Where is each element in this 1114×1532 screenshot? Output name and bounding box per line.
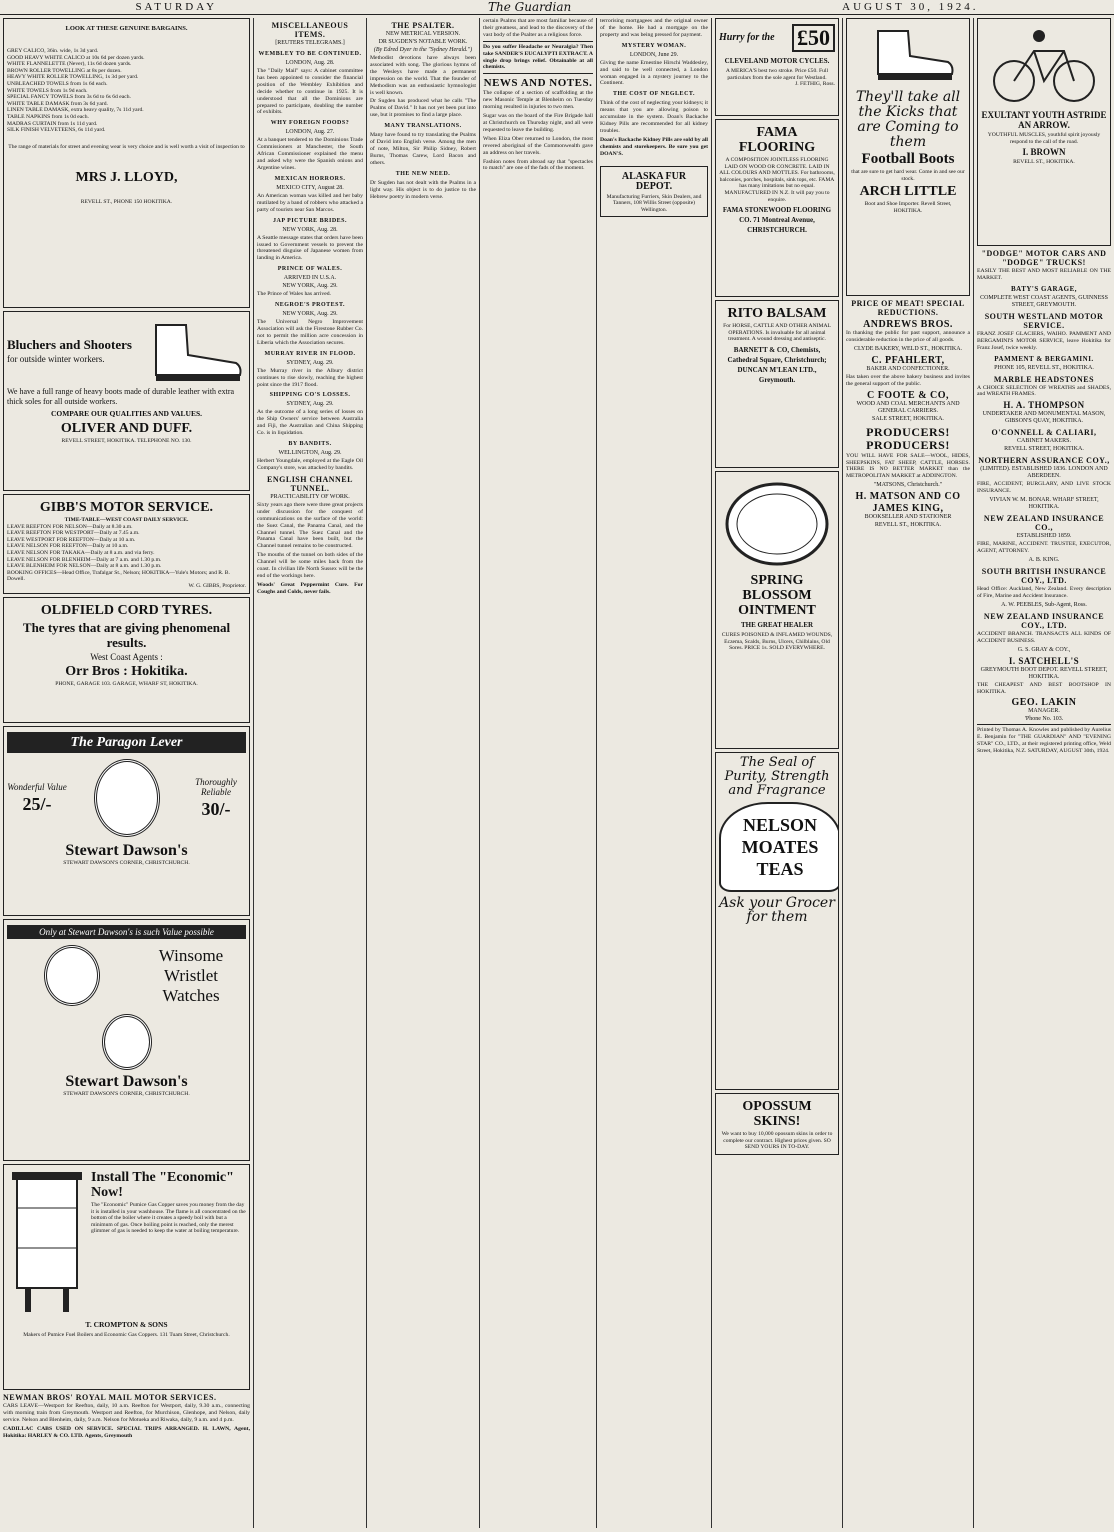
headline: MISCELLANEOUS ITEMS.: [271, 21, 349, 39]
column-rule: [253, 18, 254, 1528]
headline: C. PFAHLERT,: [871, 354, 945, 366]
article-body: The Murray river in the Albury district continues to rise slowly, reaching the highest point since the 1917 flood.: [257, 367, 363, 388]
subhead: (LIMITED). ESTABLISHED 1836. LONDON AND ABERDEEN.: [980, 466, 1108, 480]
nelson-title: The Seal of Purity, Strength and Fragrance: [724, 755, 830, 798]
article-body: FRANZ JOSEF GLACIERS, WAIHO. PAMMENT AND BERGAMINI'S MOTOR SERVICE, leave Hokitika for Franz Josef, twice weekly.: [977, 330, 1111, 351]
headline: MEXICAN HORRORS.: [274, 175, 346, 182]
headline: O'CONNELL & CALIARI,: [991, 428, 1097, 438]
spring-title: SPRING BLOSSOM OINTMENT: [738, 573, 816, 618]
article-body: A Seattle message states that orders have been issued to Government vessels to prevent the threatened disguise of Japanese women from landing in America.: [257, 234, 363, 262]
article-body: THE CHEAPEST AND BEST BOOTSHOP IN HOKITIKA.: [977, 681, 1111, 695]
wristlet-addr: STEWART DAWSON'S CORNER, CHRISTCHURCH.: [63, 1091, 190, 1097]
subhead: ARRIVED IN U.S.A.: [283, 275, 337, 282]
wristlet-name: Stewart Dawson's: [65, 1073, 188, 1090]
boot-icon: [146, 315, 246, 385]
column-rule: [842, 18, 843, 1528]
column-rule: [479, 18, 480, 1528]
headline: MYSTERY WOMAN.: [621, 42, 687, 49]
article-body: The Universal Negro Improvement Association will ask the Firestone Rubber Co. not to permit the million acre concession in Liberia which the Association secures.: [257, 319, 363, 346]
subhead: BAKER AND CONFECTIONER.: [866, 365, 950, 372]
list-item: WHITE FLANNELETTE (Never), 11s 6d dozen yards.: [7, 61, 132, 68]
advert-line: Woods' Great Peppermint Cure. For Coughs and Colds, never fails.: [257, 581, 363, 595]
headline: SOUTH WESTLAND MOTOR SERVICE.: [984, 311, 1104, 330]
economic-title: Install The "Economic" Now!: [91, 1170, 234, 1200]
gibbs-line: LEAVE NELSON FOR REEFTON—Daily at 10 a.m.: [7, 543, 129, 550]
fama-body: A COMPOSITION JOINTLESS FLOORING LAID ON WOOD OR CONCRETE. LAID IN ALL COLOURS AND MOTTLES. For bathrooms, balconies, porches, hospitals, sink tops, etc. FAMA has many imitations but no equal. MANUFACTURED IN N.Z. It will pay you to enquire.: [719, 157, 835, 203]
lloyd-name: MRS J. LLOYD,: [75, 170, 178, 186]
headline: SOUTH BRITISH INSURANCE COY., LTD.: [981, 566, 1107, 585]
gibbs-ad: [3, 494, 250, 594]
sanders-advert: Do you suffer Headache or Neuralgia? Then take SANDER'S EUCALYPTI EXTRACT. A single drop brings relief. Obtainable at all chemists.: [483, 41, 593, 75]
subhead: BOOKSELLER AND STATIONER: [864, 514, 952, 521]
gibbs-sub: TIME-TABLE—WEST COAST DAILY SERVICE.: [64, 517, 189, 523]
headline: WEMBLEY TO BE CONTINUED.: [258, 51, 362, 57]
oldfield-addr: PHONE, GARAGE 103. GARAGE, WHARF ST, HOKITIKA.: [55, 681, 198, 687]
subhead: GREYMOUTH BOOT DEPOT. REVELL STREET, HOKITIKA.: [980, 666, 1108, 680]
headline: BY BANDITS.: [288, 441, 332, 448]
article-body: A CHOICE SELECTION OF WREATHS and SHADES, and WREATH FRAMES.: [977, 384, 1111, 398]
alaska-sub: Manufacturing Furriers, Skin Dealers, and Tanners, 108 Willis Street (opposite) Wellington.: [606, 193, 702, 213]
oldfield-title: OLDFIELD CORD TYRES.: [40, 603, 213, 618]
subhead: PRACTICABILITY OF WORK.: [270, 493, 350, 500]
lloyd-note: The range of materials for street and evening wear is very choice and is well worth a visit of inspection to: [8, 143, 245, 150]
alaska-ad: [600, 166, 708, 218]
column-6: [715, 18, 839, 1528]
economic-maker: T. CROMPTON & SONS: [85, 1320, 168, 1329]
article-body: FIRE, ACCIDENT, BURGLARY, AND LIVE STOCK INSURANCE.: [977, 481, 1111, 495]
article-body: At a banquet tendered to the Dominions Trade Commissioners at Manchester, the South African Commissioner explained the menu and asked why were the Spanish onions and Argentine wines.: [257, 137, 363, 171]
spring-body: CURES POISONED & INFLAMED WOUNDS, Eczema, Scalds, Burns, Ulcers, Chilblains, Old Sores. PRICE 1s. SOLD EVERYWHERE.: [721, 632, 833, 652]
dateline: LONDON, Aug. 27.: [285, 129, 335, 136]
paragon-ad: [3, 726, 250, 916]
article-body: The mouths of the tunnel on both sides of the Channel will be some miles back from the coast. In civilian life North Sussex will be the end of the workings here.: [257, 552, 363, 579]
headline: ANDREWS BROS.: [863, 319, 953, 330]
gibbs-line: LEAVE NELSON FOR TAKAKA—Daily at 8 a.m. and via ferry.: [7, 549, 155, 556]
headline: WHY FOREIGN FOODS?: [270, 120, 350, 127]
paragon-price-2: 30/-: [201, 799, 231, 819]
cleveland-body: A MERICA'S best two stroke. Price £50. Full particulars from the sole agent for Westland.: [725, 68, 829, 81]
headline: PAMMENT & BERGAMINI.: [994, 354, 1094, 363]
newman-body: CARS LEAVE—Westport for Reefton, daily, 10 a.m. Reefton for Westport, daily, 9.30 a.m., connecting with morning train from Greymouth. Westport and Reefton, for Murchison, Glenhope, and Nelson, daily service. Nelson and Blenheim, daily, 9 a.m. Nelson for Motueka and Riwaka, daily, 9 a.m. and 4 p.m.: [3, 1403, 250, 1423]
article-body: certain Psalms that are most familiar because of their greatness, and lead to the discovery of the vast body of the Psalter as a religious force.: [483, 18, 593, 38]
headline: NEWS AND NOTES.: [483, 77, 593, 90]
agent: VIVIAN W. M. BONAR. WHARF STREET, HOKITIKA.: [989, 497, 1099, 511]
article-body: Herbert Youngdale, employed at the Eagle Oil Company's store, was attacked by bandits.: [257, 458, 363, 471]
headline: I. SATCHELL'S: [1008, 655, 1080, 666]
dateline: NEW YORK, Aug. 28.: [282, 226, 338, 233]
kicks-name: ARCH LITTLE: [859, 184, 957, 200]
subhead: NEW METRICAL VERSION.: [385, 31, 461, 37]
article-body: terrorising mortgagees and the original owner of the home. He had a mortgage on the property and was being pressed for payment.: [600, 18, 708, 38]
oldfield-body: The tyres that are giving phenomenal results.: [22, 620, 231, 650]
list-item: LINEN TABLE DAMASK, extra heavy quality, 7s 11d yard.: [7, 107, 144, 114]
article-body: Many have found to try translating the Psalms of David into English verse. Among the men of note, Milton, Sir Philip Sidney, Robert Burns, Thomas Carew, Lord Bacon and others.: [370, 132, 476, 166]
column-rule: [973, 18, 974, 1528]
telegrams: "MATSONS, Christchurch.": [873, 482, 943, 489]
article-body: Think of the cost of neglecting your kidneys; it means that you are allowing poison to accumulate in the system. Doan's Backache Kidney Pills are recommended for all kidney troubles.: [600, 100, 708, 134]
paragon-title: The Paragon Lever: [7, 732, 246, 753]
newman-notice: [3, 1393, 250, 1440]
arrow-title: EXULTANT YOUTH ASTRIDE AN ARROW.: [981, 110, 1107, 130]
lloyd-title: LOOK AT THESE GENUINE BARGAINS.: [65, 25, 188, 32]
economic-ad: [3, 1164, 250, 1390]
column-1: [3, 18, 250, 1528]
gibbs-line: LEAVE WESTPORT FOR REEFTON—Daily at 10 a.m.: [7, 536, 136, 543]
headline: H. MATSON AND CO: [855, 491, 961, 503]
column-8: [977, 18, 1111, 1528]
article-body: FIRE, MARINE, ACCIDENT. TRUSTEE, EXECUTOR, AGENT, ATTORNEY.: [977, 541, 1111, 555]
arrow-bicycle-ad: [977, 18, 1111, 246]
masthead-day: SATURDAY: [135, 1, 218, 13]
headline: THE PSALTER.: [391, 21, 455, 30]
oldfield-agents: West Coast Agents :: [90, 652, 163, 662]
address: UNDERTAKER AND MONUMENTAL MASON, GIBSON'S QUAY, HOKITIKA.: [982, 411, 1106, 425]
headline: THE COST OF NEGLECT.: [613, 91, 695, 98]
spring-blossom-ad: [715, 471, 839, 749]
opossum-ad: [715, 1093, 839, 1155]
dateline: WELLINGTON, Aug. 29.: [278, 450, 342, 457]
economic-body: The "Economic" Pumice Gas Copper saves you money from the day it is installed in your washhouse. The flame is all concentrated on the bottom of the boiler where it creates a speedy boil with but a minimum of gas. Once boiling point is reached, only the merest glimmer of gas is needed to keep the water at boiling temperature.: [91, 1202, 246, 1235]
football-boot-icon: [858, 26, 958, 86]
headline: ENGLISH CHANNEL TUNNEL.: [267, 474, 353, 493]
duff-headline: Bluchers and Shooters: [7, 336, 132, 352]
address: REVELL ST., HOKITIKA.: [874, 522, 942, 529]
headline: NEW ZEALAND INSURANCE COY., LTD.: [983, 611, 1105, 630]
paragon-left: Wonderful Value: [7, 782, 67, 792]
arrow-addr: REVELL ST., HOKITIKA.: [1013, 159, 1075, 166]
article-body: Dr Sugden has not dealt with the Psalms in a light way. His object is to do justice to the Hebrew poetry in modern verse.: [370, 179, 476, 200]
list-item: HEAVY WHITE ROLLER TOWELLING, 1s 3d per yard.: [7, 74, 139, 81]
gibbs-line: LEAVE REEFTON FOR WESTPORT—Daily at 7.45 a.m.: [7, 530, 140, 537]
subhead: ESTABLISHED 1859.: [1016, 533, 1072, 540]
duff-cta: COMPARE OUR QUALITIES AND VALUES.: [50, 409, 203, 418]
article-body: As the outcome of a long series of losses on the Ship Owners' service between Australia and Fiji, the Australian and China Shipping Co. is in liquidation.: [257, 409, 363, 437]
article-body: Methodist devotions have always been associated with song. The glorious hymns of the Wesleys have made a permanent impression on the world. That the founder of Methodism was an enthusiastic hymnologist is well known.: [370, 55, 476, 96]
rito-title: RITO BALSAM: [727, 306, 827, 321]
list-item: TABLE NAPKINS from 1s 0d each.: [7, 113, 89, 120]
column-rule: [711, 18, 712, 1528]
nelson-cta: Ask your Grocer for them: [719, 895, 835, 925]
paragon-right: Thoroughly Reliable: [195, 777, 237, 797]
headline: BATY'S GARAGE,: [1011, 284, 1077, 293]
column-2: [257, 18, 363, 1528]
dateline: MEXICO CITY, August 28.: [276, 184, 344, 191]
dateline: LONDON, June 29.: [629, 51, 679, 58]
lloyd-ad: [3, 18, 250, 308]
headline: PRICE OF MEAT! SPECIAL REDUCTIONS.: [851, 299, 965, 317]
headline: PRINCE OF WALES.: [277, 266, 343, 273]
kicks-addr: Boot and Shoe Importer. Revell Street, HOKITIKA.: [864, 201, 952, 214]
headline: MANY TRANSLATIONS.: [384, 123, 462, 130]
subhead: [REUTERS TELEGRAMS.]: [275, 40, 345, 46]
cleveland-ad: [715, 18, 839, 116]
list-item: GREY CALICO, 36in. wide, 1s 3d yard.: [7, 48, 99, 54]
duff-name: OLIVER AND DUFF.: [60, 421, 193, 436]
address: CLYDE BAKERY, WELD ST., HOKITIKA.: [853, 345, 963, 352]
lloyd-list: [7, 48, 246, 134]
opossum-body: We want to buy 10,000 opossum skins in order to complete our contract. Highest prices given. SO SEND YOURS IN TO-DAY.: [721, 1131, 833, 1151]
article-body: Giving the name Ernestine Hirschi Waddesley, and said to be well connected, a London woman engaged in a mystery journey to the Continent.: [600, 59, 708, 87]
list-item: WHITE TOWELS from 1s 9d each.: [7, 87, 88, 94]
headline: PRODUCERS! PRODUCERS!: [866, 424, 950, 452]
economic-addr: Makers of Pumice Fuel Boilers and Economic Gas Coppers. 131 Tuam Street, Christchurch.: [23, 1332, 230, 1338]
column-5: [600, 18, 708, 1528]
dateline: SYDNEY, Aug. 29.: [286, 401, 334, 408]
kicks-body: that are sure to get hard wear. Come in and see our stock.: [851, 169, 965, 182]
list-item: GOOD HEAVY WHITE CALICO at 10s 6d per dozen yards.: [7, 54, 145, 61]
wristlet-ad: [3, 919, 250, 1161]
phone: 'Phone No. 103.: [1024, 716, 1064, 723]
column-rule: [596, 18, 597, 1528]
address: REVELL STREET, HOKITIKA.: [1004, 446, 1084, 453]
wristwatch-icon: [102, 1014, 152, 1070]
byline: (By Edred Dyer in the "Sydney Herald."): [373, 47, 473, 53]
duff-body: We have a full range of heavy boots made of durable leather with extra thick soles for all outside workers.: [7, 387, 235, 406]
gibbs-sig: W. G. GIBBS, Proprietor.: [188, 582, 246, 589]
rito-sig: BARNETT & CO, Chemists, Cathedral Square, Christchurch; DUNCAN M'LEAN LTD., Greymouth.: [727, 345, 827, 384]
subhead: CABINET MAKERS.: [1017, 438, 1071, 445]
cleveland-title: CLEVELAND MOTOR CYCLES.: [724, 57, 830, 65]
oldfield-name: Orr Bros : Hokitika.: [65, 664, 188, 679]
football-boots-ad: [846, 18, 970, 296]
article-body: ACCIDENT BRANCH. TRANSACTS ALL KINDS OF ACCIDENT BUSINESS.: [977, 630, 1111, 644]
list-item: MADRAS CURTAIN from 1s 11d yard.: [7, 120, 98, 127]
newman-title: NEWMAN BROS' ROYAL MAIL MOTOR SERVICES.: [3, 1393, 217, 1402]
headline: "DODGE" MOTOR CARS AND "DODGE" TRUCKS!: [981, 249, 1107, 267]
article-body: Sixty years ago there were three great projects under discussion for the conquest of communications on the surface of the world: the Suez Canal, the Panama Canal, and the Channel tunnel. The Suez Canal and the Panama Canal have been built, but the Channel tunnel remains to be constructed.: [257, 501, 363, 550]
nelson-brand: NELSON MOATES TEAS: [741, 815, 819, 879]
duff-ad: [3, 311, 250, 491]
article-body: YOU WILL HAVE FOR SALE—WOOL, HIDES, SHEEPSKINS, FAT SHEEP, CATTLE, HORSES. THERE IS NO BETTER MARKET than the METROPOLITAN MARKET at ADDINGTON.: [846, 452, 970, 480]
spring-sub: THE GREAT HEALER: [740, 621, 814, 629]
alaska-title: ALASKA FUR DEPOT.: [621, 170, 687, 192]
address: PHONE 105, REVELL ST., HOKITIKA.: [994, 364, 1094, 371]
paragon-name: Stewart Dawson's: [65, 842, 188, 859]
subhead: WOOD AND COAL MERCHANTS AND GENERAL CARRIERS.: [856, 400, 960, 414]
agent: A. W. PEEBLES, Sub-Agent, Ross.: [1001, 601, 1087, 608]
masthead-paper: The Guardian: [487, 0, 572, 14]
gibbs-line: LEAVE NELSON FOR BLENHEIM—Daily at 7 a.m. and 1.30 p.m.: [7, 556, 162, 563]
headline: GEO. LAKIN: [1011, 697, 1077, 709]
rito-body: For HORSE, CATTLE AND OTHER ANIMAL OPERATIONS. Is invaluable for all animal treatment. A wound dressing and antiseptic.: [723, 323, 831, 343]
article-body: When Eliza Ober returned to London, the most revered aboriginal of the Commonwealth gave an address on her travels.: [483, 135, 593, 156]
ointment-tin-icon: [722, 479, 832, 569]
wristwatch-icon: [44, 945, 100, 1006]
bicycle-icon: [989, 26, 1099, 106]
column-7: [846, 18, 970, 1528]
article-body: The collapse of a section of scaffolding at the new Masonic Temple at Blenheim on Tuesday morning resulted in injuries to two men.: [483, 90, 593, 111]
subhead: DR SUGDEN'S NOTABLE WORK.: [378, 39, 468, 45]
opossum-title: OPOSSUM SKINS!: [742, 1099, 812, 1129]
article-body: An American woman was killed and her baby mutilated by a band of robbers who attacked a party of tourists near San Marcos.: [257, 192, 363, 213]
wristlet-top: Only at Stewart Dawson's is such Value possible: [7, 925, 246, 939]
newman-foot: CADILLAC CABS USED ON SERVICE. SPECIAL TRIPS ARRANGED. H. LAWN, Agent, Hokitika: HARLEY & CO. LTD. Agents, Greymouth: [3, 1425, 250, 1439]
arrow-name: I. BROWN: [1022, 147, 1066, 158]
nelson-moates-ad: [715, 752, 839, 1090]
agent: A. B. KING.: [1028, 556, 1060, 563]
masthead-date: AUGUST 30, 1924.: [842, 1, 979, 13]
gibbs-line: LEAVE BLENHEIM FOR NELSON—Daily at 8 a.m. and 1.30 p.m.: [7, 563, 162, 570]
column-rule: [366, 18, 367, 1528]
list-item: SILK FINISH VELVETEENS, 6s 11d yard.: [7, 127, 106, 134]
column-4: [483, 18, 593, 1528]
list-item: SPECIAL FANCY TOWELS from 3s 6d to 6s 6d each.: [7, 94, 131, 101]
paragon-addr: STEWART DAWSON'S CORNER, CHRISTCHURCH.: [63, 860, 190, 866]
subhead: MANAGER.: [1028, 708, 1060, 715]
gas-copper-icon: [7, 1168, 87, 1318]
rito-ad: [715, 300, 839, 468]
article-body: Doan's Backache Kidney Pills are sold by all chemists and storekeepers. Be sure you get DOAN'S.: [600, 136, 708, 157]
fama-sig: FAMA STONEWOOD FLOORING CO. 71 Montreal Avenue, CHRISTCHURCH.: [722, 206, 832, 235]
list-item: UNBLEACHED TOWELS from 1s 6d each.: [7, 80, 108, 87]
dateline: LONDON, Aug. 28.: [285, 60, 335, 66]
oldfield-ad: [3, 597, 250, 723]
wristlet-title: Winsome Wristlet Watches: [158, 945, 224, 1005]
kicks-sub: Football Boots: [861, 151, 955, 167]
duff-addr: REVELL STREET, HOKITIKA. TELEPHONE NO. 130.: [61, 438, 192, 444]
article-body: Fashion notes from abroad say that "spectacles to match" are one of the fads of the moment.: [483, 158, 593, 172]
fama-ad: [715, 119, 839, 297]
headline: H. A. THOMPSON: [1003, 400, 1085, 411]
article-body: Has taken over the above bakery business and invites the general support of the public.: [846, 373, 970, 387]
address: SALE STREET, HOKITIKA.: [872, 415, 944, 422]
article-body: The "Daily Mail" says: A cabinet committee has been appointed to consider the financial position of the Wembley Exhibition and decide whether to continue in 1925. It is understood that all the Dominions are prepared to participate, doubling the number of exhibits.: [257, 68, 363, 116]
lloyd-addr: REVELL ST., PHONE 150 HOKITIKA.: [80, 199, 173, 206]
masthead: [0, 0, 1114, 15]
list-item: BROWN ROLLER TOWELLING at 8s per dozen.: [7, 67, 122, 74]
gibbs-line: BOOKING OFFICES—Head Office, Trafalgar St., Nelson; HOKITIKA—Yule's Motors; and R. B. Dowell.: [7, 569, 230, 583]
fama-title: FAMA FLOORING: [738, 125, 816, 155]
headline: NEW ZEALAND INSURANCE CO.,: [983, 514, 1105, 533]
headline: THE NEW NEED.: [395, 170, 451, 177]
headline: C FOOTE & CO,: [866, 389, 950, 401]
article-body: Sugar was on the board of the Fire Brigade hall at Christchurch on Thursday night, and all were requested to leave the building.: [483, 113, 593, 133]
dateline: NEW YORK, Aug. 29.: [282, 283, 338, 290]
list-item: WHITE TABLE DAMASK from 3s 6d yard.: [7, 100, 108, 107]
headline: MURRAY RIVER IN FLOOD.: [264, 350, 356, 357]
dateline: NEW YORK, Aug. 29.: [282, 311, 338, 318]
gibbs-line: LEAVE REEFTON FOR NELSON—Daily at 8.30 a.m.: [7, 523, 133, 530]
duff-subline: for outside winter workers.: [7, 353, 105, 364]
column-3: [370, 18, 476, 1528]
dateline: SYDNEY, Aug. 29.: [286, 359, 334, 366]
pocket-watch-icon: [94, 759, 160, 837]
arrow-body: YOUTHFUL MUSCLES, youthful spirit joyously respond to the call of the road.: [987, 132, 1101, 145]
article-body: In thanking the public for past support, announce a considerable reduction in the price of all goods.: [846, 330, 970, 343]
address: COMPLETE WEST COAST AGENTS, GUINNESS STREET, GREYMOUTH.: [980, 294, 1108, 308]
gibbs-title: GIBB'S MOTOR SERVICE.: [39, 500, 214, 515]
article-body: The Prince of Wales has arrived.: [257, 291, 331, 298]
cleveland-sig: J. FETHIG, Ross.: [795, 81, 835, 88]
tea-caddy-icon: [719, 802, 839, 892]
imprint: Printed by Thomas A. Knowles and published by Aurelius E. Benjamin for "THE GUARDIAN" AND "EVENING STAR" CO., LTD., at their registered printing office, Weld Street, Hokitika, N.Z. SATURDAY, AUGUST 30th, 1924.: [977, 724, 1111, 755]
headline: JAMES KING,: [872, 503, 944, 515]
headline: MARBLE HEADSTONES: [993, 374, 1095, 384]
kicks-title: They'll take all the Kicks that are Coming to them: [855, 89, 961, 150]
headline: SHIPPING CO'S LOSSES.: [269, 392, 351, 399]
headline: NEGROE'S PROTEST.: [274, 302, 346, 309]
article-body: EASILY THE BEST AND MOST RELIABLE ON THE MARKET.: [977, 268, 1111, 281]
cleveland-tag: Hurry for the: [719, 32, 775, 43]
agent: G. S. GRAY & COY.,: [1017, 646, 1071, 653]
headline: NORTHERN ASSURANCE COY.,: [978, 456, 1110, 466]
article-body: Dr Sugden has produced what he calls "The Psalms of David." It has not yet been put into use, but it promises to find a large place.: [370, 98, 476, 119]
paragon-price-1: 25/-: [22, 794, 52, 814]
article-body: Head Office: Auckland, New Zealand. Every description of Fire, Marine and Accident Insurance.: [977, 585, 1111, 599]
headline: JAP PICTURE BRIDES.: [272, 217, 347, 224]
cleveland-price: £50: [792, 24, 835, 52]
